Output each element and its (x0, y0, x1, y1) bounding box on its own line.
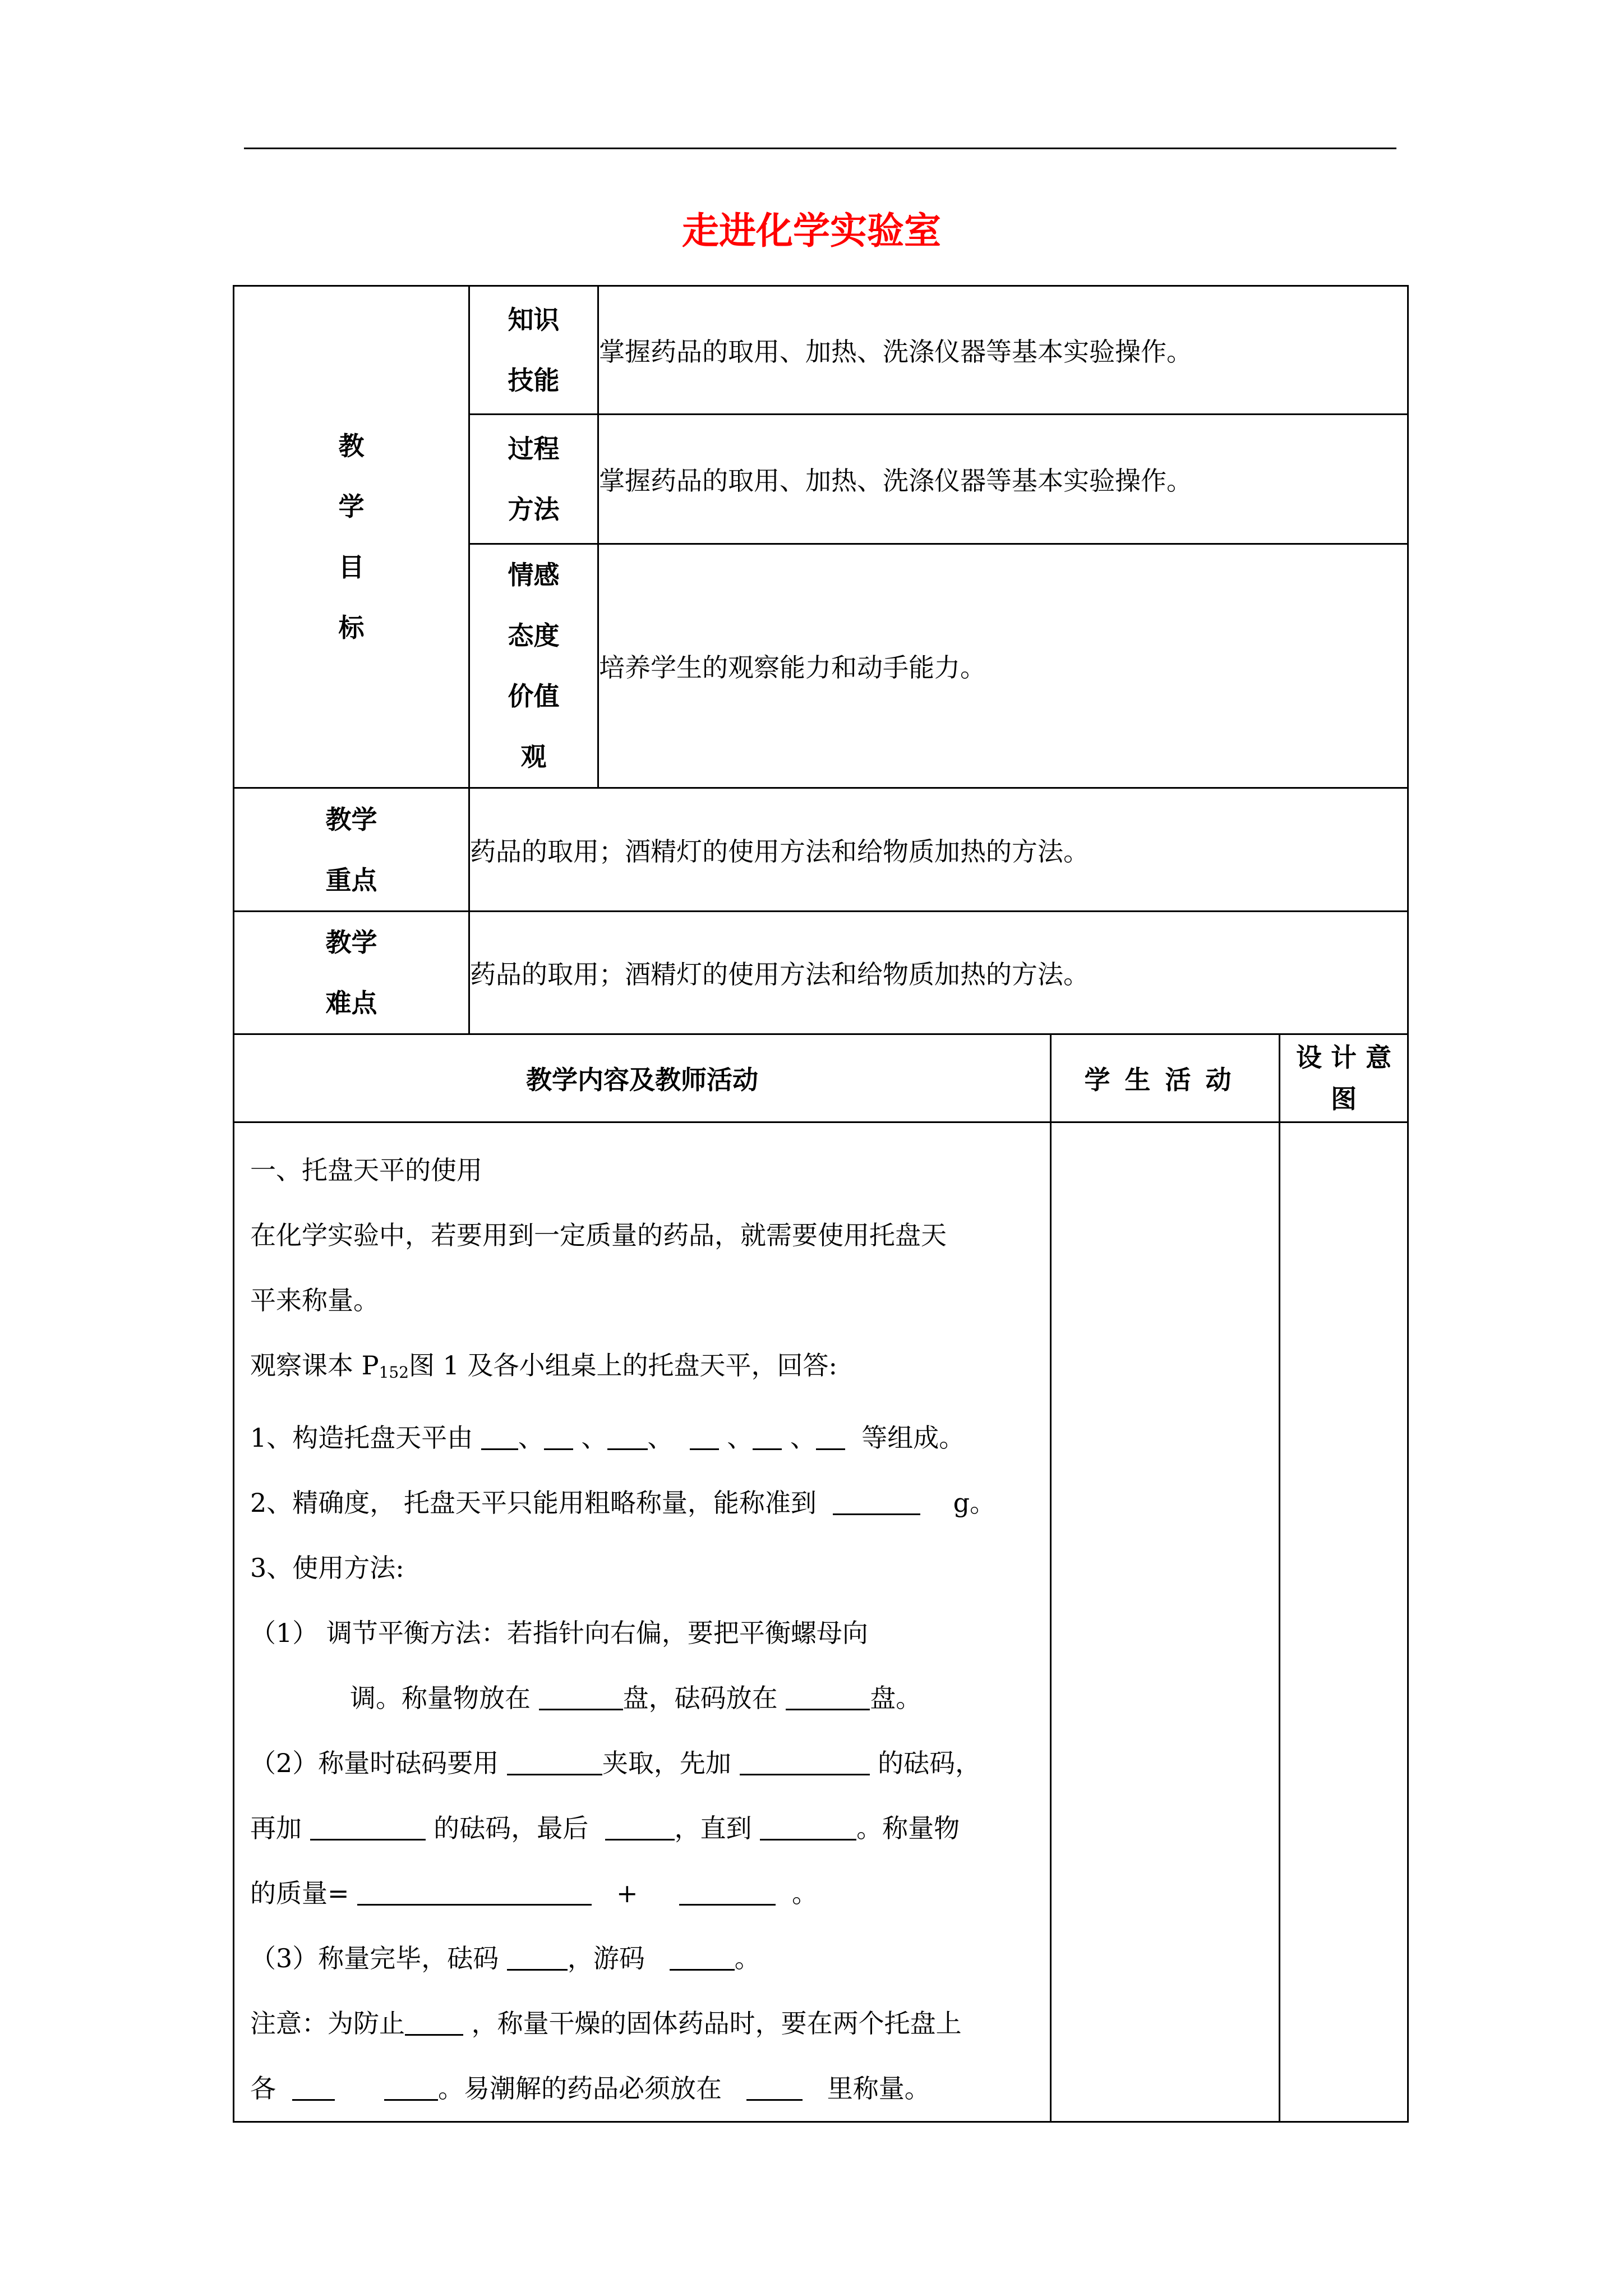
knowledge-skill-label: 知识 技能 (469, 286, 598, 415)
blank-weights-back[interactable] (507, 1943, 568, 1971)
lesson-plan-table (233, 285, 1409, 2123)
blank-rider-back[interactable] (670, 1943, 735, 1971)
structure-question: 1、构造托盘天平由 、 、 、 、 、 等组成。 (250, 1423, 965, 1453)
difficult-points-text: 药品的取用；酒精灯的使用方法和给物质加热的方法。 (469, 912, 1408, 1034)
blank-tweezers[interactable] (507, 1748, 602, 1775)
attitude-value-text: 培养学生的观察能力和动手能力。 (598, 544, 1408, 788)
blank-3[interactable] (607, 1423, 648, 1450)
design-intent-header: 设 计 意 图 (1280, 1034, 1408, 1122)
blank-each-pan-2[interactable] (384, 2073, 438, 2101)
precision-question: 2、精确度， 托盘天平只能用粗略称量，能称准到 g。 (250, 1488, 996, 1518)
teaching-content-cell: 一、托盘天平的使用 在化学实验中，若要用到一定质量的药品，就需要使用托盘天 平来称量。 观察课本 $P_{152}$图 1 及各小组桌上的托盘天平，回答: 1、构造托盘天平由 、 、 、 、 、 等组成。 2、精确度， 托盘天平只能用粗略称量，能称准到 g。 3、使用方法: （1） 调节平衡方法：若指针向右偏，要把平衡螺母向 调。称量物放在 盘，砝码放在 盘。 （2）称量时砝码要用 夹取，先加 的砝码， 再加 的砝码，最后 ，直到 。称量物 的质量= + 。 （3）称量完毕，砝码 ，游码 。 注意：为防止 ，称量干燥的固体药品时，要在两个托盘上 各 。易潮解的药品必须放在 里称量。 (234, 1122, 1051, 2122)
difficult-points-label: 教学 难点 (234, 912, 469, 1034)
blank-finally[interactable] (605, 1813, 675, 1841)
blank-each-pan-1[interactable] (292, 2073, 335, 2101)
blank-precision[interactable] (833, 1488, 920, 1515)
blank-prevent[interactable] (405, 2008, 463, 2036)
blank-container[interactable] (746, 2073, 803, 2101)
objectives-label: 教 学 目 标 (234, 286, 469, 788)
knowledge-skill-text: 掌握药品的取用、加热、洗涤仪器等基本实验操作。 (598, 286, 1408, 415)
blank-weight-pan[interactable] (786, 1683, 870, 1710)
key-points-label: 教学 重点 (234, 788, 469, 912)
process-method-text: 掌握药品的取用、加热、洗涤仪器等基本实验操作。 (598, 415, 1408, 544)
blank-2[interactable] (544, 1423, 573, 1450)
blank-4[interactable] (690, 1423, 719, 1450)
document-title: 走进化学实验室 (682, 209, 941, 252)
blank-then-weight[interactable] (310, 1813, 426, 1841)
key-points-text: 药品的取用；酒精灯的使用方法和给物质加热的方法。 (469, 788, 1408, 912)
student-activity-cell (1051, 1122, 1280, 2122)
header-rule (244, 148, 1396, 149)
blank-until[interactable] (760, 1813, 856, 1841)
blank-1[interactable] (481, 1423, 518, 1450)
process-method-label: 过程 方法 (469, 415, 598, 544)
blank-mass-2[interactable] (679, 1878, 776, 1906)
blank-first-weight[interactable] (740, 1748, 870, 1775)
blank-6[interactable] (816, 1423, 845, 1450)
attitude-value-label: 情感 态度 价值 观 (469, 544, 598, 788)
blank-object-pan[interactable] (539, 1683, 623, 1710)
section-heading: 一、托盘天平的使用 (250, 1155, 482, 1185)
teaching-content-header: 教学内容及教师活动 (234, 1034, 1051, 1122)
student-activity-header: 学生活动 (1051, 1034, 1280, 1122)
blank-mass-1[interactable] (357, 1878, 592, 1906)
design-intent-cell (1280, 1122, 1408, 2122)
blank-5[interactable] (753, 1423, 782, 1450)
